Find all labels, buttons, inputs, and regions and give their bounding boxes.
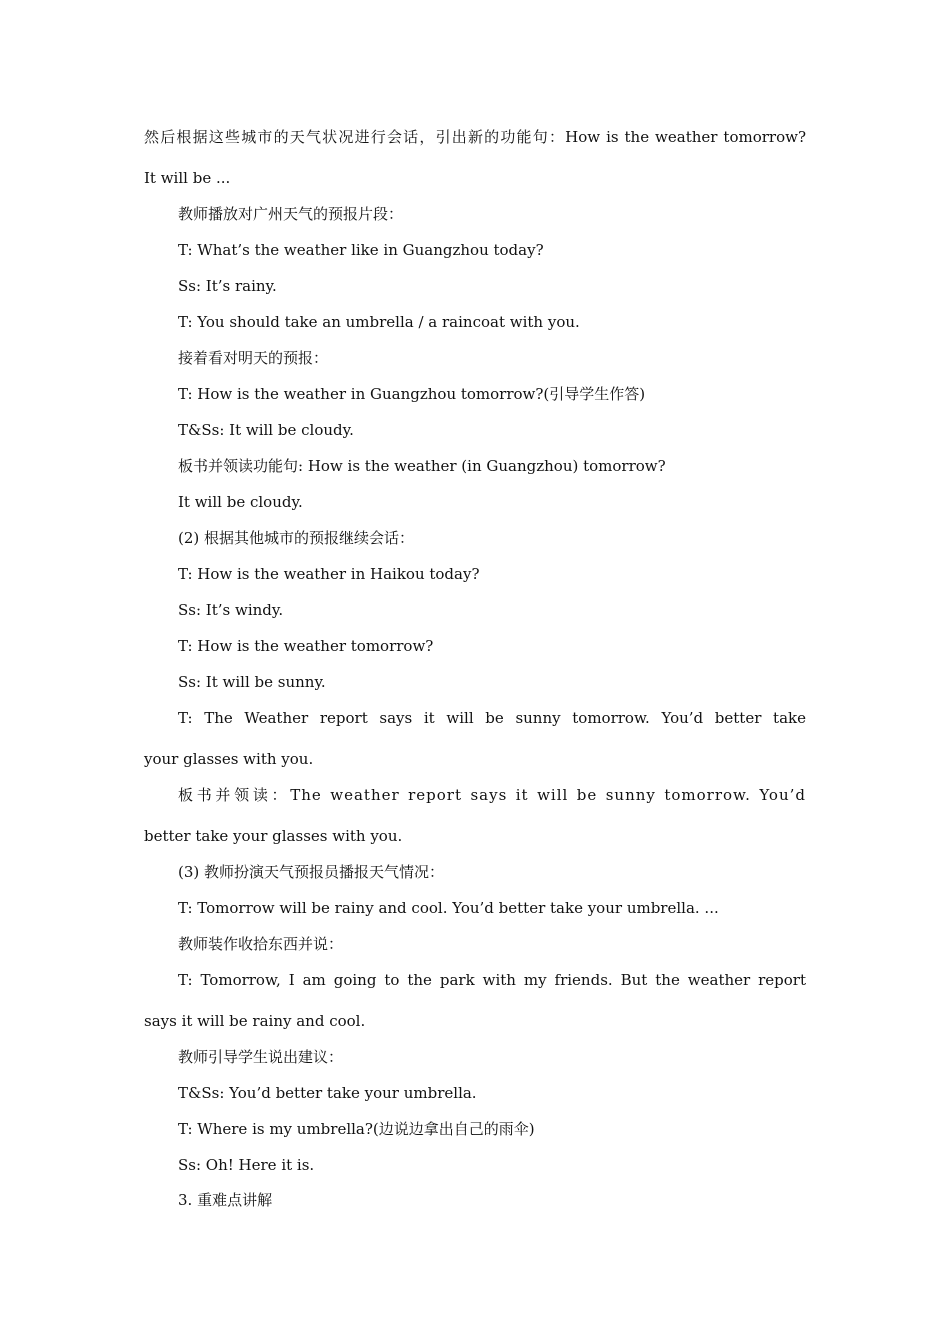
dialogue-line: T: How is the weather in Haikou today? bbox=[178, 565, 480, 583]
paragraph-line: 然后根据这些城市的天气状况进行会话，引出新的功能句：How is the weather tomorrow? bbox=[144, 128, 806, 146]
dialogue-line: Ss: It’s windy. bbox=[178, 601, 284, 619]
dialogue-line: T: How is the weather tomorrow? bbox=[178, 637, 434, 655]
dialogue-line: Ss: It will be sunny. bbox=[178, 673, 326, 691]
section-heading: 3. 重难点讲解 bbox=[178, 1191, 273, 1209]
paragraph-line: It will be cloudy. bbox=[178, 493, 303, 511]
paragraph-line: 板书并领读：The weather report says it will be sunny tomorrow. You’d bbox=[178, 786, 806, 804]
dialogue-line: T: Where is my umbrella?(边说边拿出自己的雨伞) bbox=[178, 1120, 535, 1138]
section-heading: (3) 教师扮演天气预报员播报天气情况： bbox=[178, 863, 445, 881]
paragraph-line: 板书并领读功能句: How is the weather (in Guangzhou) tomorrow? bbox=[178, 457, 666, 475]
dialogue-line: Ss: Oh! Here it is. bbox=[178, 1156, 315, 1174]
dialogue-line: says it will be rainy and cool. bbox=[144, 1012, 366, 1030]
dialogue-line: T: What’s the weather like in Guangzhou today? bbox=[178, 241, 544, 259]
dialogue-line: T&Ss: You’d better take your umbrella. bbox=[178, 1084, 477, 1102]
dialogue-line: T: Tomorrow will be rainy and cool. You’d better take your umbrella. ... bbox=[178, 899, 719, 917]
paragraph-line: 接着看对明天的预报： bbox=[178, 349, 329, 367]
paragraph-line: It will be ... bbox=[144, 169, 231, 187]
dialogue-line: T&Ss: It will be cloudy. bbox=[178, 421, 354, 439]
section-heading: (2) 根据其他城市的预报继续会话： bbox=[178, 529, 415, 547]
paragraph-line: better take your glasses with you. bbox=[144, 827, 403, 845]
dialogue-line: T: You should take an umbrella / a raincoat with you. bbox=[178, 313, 580, 331]
dialogue-line: your glasses with you. bbox=[144, 750, 314, 768]
dialogue-line: T: Tomorrow, I am going to the park with my friends. But the weather report bbox=[178, 971, 806, 989]
dialogue-line: Ss: It’s rainy. bbox=[178, 277, 277, 295]
dialogue-line: T: The Weather report says it will be sunny tomorrow. You’d better take bbox=[178, 709, 806, 727]
paragraph-line: 教师播放对广州天气的预报片段： bbox=[178, 205, 404, 223]
paragraph-line: 教师引导学生说出建议： bbox=[178, 1048, 344, 1066]
paragraph-line: 教师装作收拾东西并说： bbox=[178, 935, 344, 953]
dialogue-line: T: How is the weather in Guangzhou tomorrow?(引导学生作答) bbox=[178, 385, 646, 403]
